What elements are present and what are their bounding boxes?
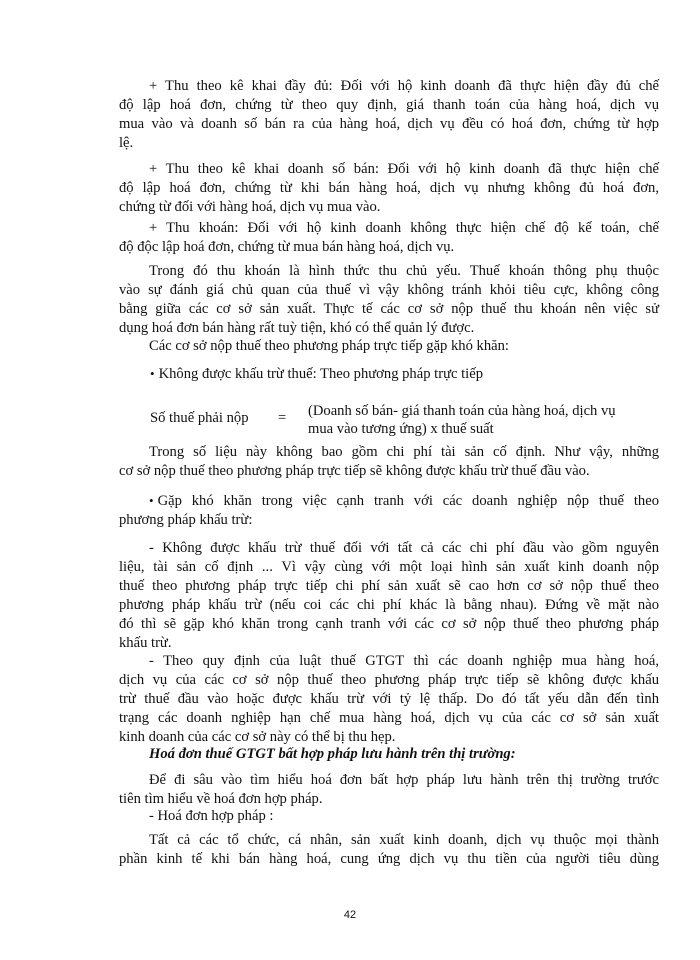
formula-lhs: Số thuế phải nộp: [150, 410, 249, 426]
paragraph-fixed-assets: [119, 443, 659, 481]
text-line: - Hoá đơn hợp pháp :: [149, 808, 274, 824]
text-line: kinh doanh của các cơ sở này có thể bị thu hẹp.: [119, 729, 396, 745]
paragraph-flat-rate-main: [119, 262, 659, 338]
text-line: Để đi sâu vào tìm hiểu hoá đơn bất hợp pháp lưu hành trên thị trường trước: [149, 772, 659, 788]
paragraph-flat-rate: [119, 219, 659, 257]
text-line: + Thu khoán: Đối với hộ kinh doanh không thực hiện chế độ kế toán, chế: [149, 220, 659, 236]
text-line: Tất cả các tổ chức, cá nhân, sản xuất kinh doanh, dịch vụ thuộc mọi thành: [149, 832, 659, 848]
text-line: bằng giữa các cơ sở sản xuất. Thực tế các cơ sở nộp thuế thu khoán nên việc sử: [119, 301, 659, 317]
paragraph-declaration-full: [119, 77, 659, 153]
text-line: + Thu theo kê khai đầy đủ: Đối với hộ kinh doanh đã thực hiện đầy đủ chế: [149, 78, 659, 94]
text-line: - Không được khấu trừ thuế đối với tất cả các chi phí đầu vào gồm nguyên: [149, 540, 659, 556]
text-line: độ lập hoá đơn, chứng từ theo quy định, giá thanh toán của hàng hoá, dịch vụ: [119, 97, 659, 113]
text-line: Các cơ sở nộp thuế theo phương pháp trực tiếp gặp khó khăn:: [149, 338, 509, 354]
text-line: mua vào và doanh số bán ra của hàng hoá, dịch vụ đều có hoá đơn, chứng từ hợp: [119, 116, 659, 132]
text-line: phương pháp khấu trừ:: [119, 512, 253, 528]
paragraph-legal-invoice-intro: [119, 771, 659, 809]
text-line: tiên tìm hiểu về hoá đơn hợp pháp.: [119, 791, 323, 807]
text-line: trạng các doanh nghiệp hạn chế mua hàng hoá, dịch vụ của các cơ sở sản xuất: [119, 710, 659, 726]
paragraph-legal-invoice: [119, 807, 659, 826]
text-line: lệ.: [119, 135, 134, 151]
text-line: phương pháp khấu trừ (nếu coi các chi phí khác là bằng nhau). Đứng về mặt nào: [119, 597, 659, 613]
text-line: - Theo quy định của luật thuế GTGT thì các doanh nghiệp mua hàng hoá,: [149, 653, 659, 669]
paragraph-direct-method-difficulties: [119, 337, 659, 356]
text-line: cơ sở nộp thuế theo phương pháp trực tiếp sẽ không được khấu trừ thuế đầu vào.: [119, 463, 590, 479]
text-line: độ độc lập hoá đơn, chứng từ mua bán hàng hoá, dịch vụ.: [119, 239, 455, 255]
section-heading: [119, 745, 659, 764]
page-number: 42: [343, 909, 357, 921]
text-line: trừ thuế đầu vào hoặc được khấu trừ với tỷ lệ thấp. Do đó tất yếu dẫn đến tình: [119, 691, 659, 707]
text-line: Trong đó thu khoán là hình thức thu chủ yếu. Thuế khoán thông phụ thuộc: [149, 263, 659, 279]
text-line: độ lập hoá đơn, chứng từ khi bán hàng hoá, dịch vụ nhưng không đủ hoá đơn,: [119, 180, 659, 196]
formula-equals: =: [278, 410, 287, 426]
text-line: + Thu theo kê khai doanh số bán: Đối với hộ kinh doanh đã thực hiện chế: [149, 161, 659, 177]
text-line: Không được khấu trừ thuế: Theo phương pháp trực tiếp: [158, 366, 483, 382]
paragraph-vat-law: [119, 652, 659, 747]
paragraph-no-input-deduction: [119, 539, 659, 653]
text-line: Trong số liệu này không bao gồm chi phí tài sản cố định. Như vậy, những: [149, 444, 659, 460]
bullet-no-deduction: [150, 364, 650, 384]
text-line: vào sự đánh giá chủ quan của thuế vì vậy không tránh khỏi tiêu cực, không công: [119, 282, 659, 298]
text-line: dịch vụ của các cơ sở nộp thuế theo phương pháp trực tiếp sẽ không được khấu: [119, 672, 659, 688]
formula-rhs-line: (Doanh số bán- giá thanh toán của hàng hoá, dịch vụ: [308, 403, 616, 419]
text-line: Gặp khó khăn trong việc cạnh tranh với các doanh nghiệp nộp thuế theo: [157, 493, 659, 509]
bullet-icon: •: [149, 493, 154, 508]
bullet-competition: [119, 491, 659, 530]
text-line: chứng từ đối với hàng hoá, dịch vụ mua vào.: [119, 199, 381, 215]
paragraph-all-organizations: [119, 831, 659, 869]
formula-rhs: [308, 402, 616, 438]
text-line: đó thì sẽ gặp khó khăn trong cạnh tranh với các cơ sở nộp thuế theo phương pháp: [119, 616, 659, 632]
bullet-icon: •: [150, 366, 155, 381]
text-line: liệu, tài sản cố định ... Vì vậy cùng với một loại hình sản xuất kinh doanh nộp: [119, 559, 659, 575]
formula-rhs-line: mua vào tương ứng) x thuế suất: [308, 421, 494, 437]
text-line: khấu trừ.: [119, 635, 172, 651]
text-line: phần kinh tế khi bán hàng hoá, cung ứng dịch vụ thu tiền của người tiêu dùng: [119, 851, 659, 867]
text-line: thuế theo phương pháp trực tiếp chi phí sản xuất sẽ cao hơn cơ sở nộp thuế theo: [119, 578, 659, 594]
paragraph-declaration-sales: [119, 160, 659, 217]
text-line: dụng hoá đơn bán hàng rất tuỳ tiện, khó có thể quản lý được.: [119, 320, 475, 336]
heading-line: Hoá đơn thuế GTGT bất hợp pháp lưu hành trên thị trường:: [149, 746, 516, 762]
